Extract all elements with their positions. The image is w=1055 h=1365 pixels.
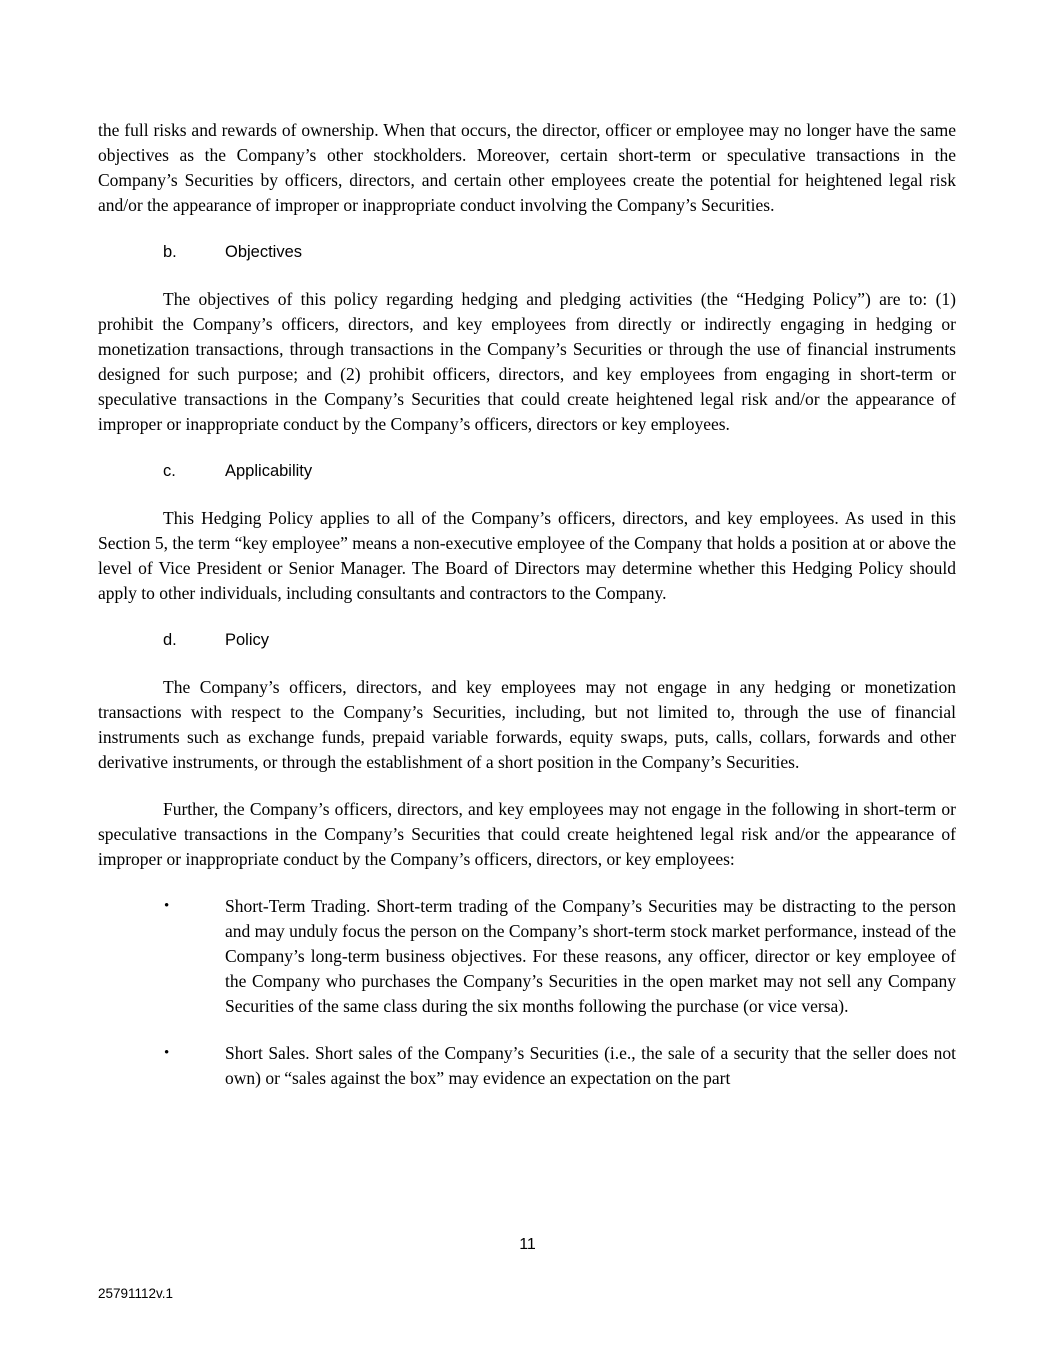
paragraph-policy-2: Further, the Company’s officers, directors, and key employees may not engage in the following in short-term or speculative transactions in the Company’s Securities that could create heightened legal risk and/or the appearance of improper or inappropriate conduct by the Company’s officers, directors, or key employees: <box>98 799 956 869</box>
list-item-short-sales <box>98 1041 956 1091</box>
section-label: b. <box>163 243 177 261</box>
document-id-footer: 25791112v.1 <box>98 1286 174 1301</box>
bullet-icon: • <box>164 898 170 914</box>
paragraph-objectives: The objectives of this policy regarding hedging and pledging activities (the “Hedging Policy”) are to: (1) prohibit the Company’s officers, directors, and key employees from directly or indirectly engaging in hedging or monetization transactions, through transactions in the Company’s Securities or through the use of financial instruments designed for such purpose; and (2) prohibit officers, directors, and key employees from engaging in short-term or speculative transactions in the Company’s Securities that could create heightened legal risk and/or the appearance of improper or inappropriate conduct by the Company’s officers, directors or key employees. <box>98 289 956 434</box>
section-label: d. <box>163 631 177 649</box>
paragraph-policy-1: The Company’s officers, directors, and key employees may not engage in any hedging or monetization transactions with respect to the Company’s Securities, including, but not limited to, through the use of financial instruments such as exchange funds, prepaid variable forwards, equity swaps, puts, calls, collars, forwards and other derivative instruments, or through the establishment of a short position in the Company’s Securities. <box>98 677 956 772</box>
section-title: Objectives <box>225 243 303 261</box>
page-number: 11 <box>519 1236 536 1253</box>
section-title: Applicability <box>225 462 313 480</box>
section-heading-policy <box>98 628 956 653</box>
paragraph-applicability: This Hedging Policy applies to all of the Company’s officers, directors, and key employees. As used in this Section 5, the term “key employee” means a non-executive employee of the Company that holds a position at or above the level of Vice President or Senior Manager. The Board of Directors may determine whether this Hedging Policy should apply to other individuals, including consultants and contractors to the Company. <box>98 508 956 603</box>
section-heading-applicability <box>98 459 956 484</box>
bullet-text: Short Sales. Short sales of the Company’s Securities (i.e., the sale of a security that the seller does not own) or “sales against the box” may evidence an expectation on the part <box>225 1043 956 1088</box>
section-heading-objectives <box>98 240 956 265</box>
list-item-short-term-trading <box>98 894 956 1019</box>
section-title: Policy <box>225 631 270 649</box>
section-label: c. <box>163 462 176 480</box>
bullet-icon: • <box>164 1045 170 1061</box>
bullet-text: Short-Term Trading. Short-term trading of the Company’s Securities may be distracting to the person and may unduly focus the person on the Company’s short-term stock market performance, instead of the Company’s long-term business objectives. For these reasons, any officer, director or key employee of the Company who purchases the Company’s Securities in the open market may not sell any Company Securities of the same class during the six months following the purchase (or vice versa). <box>225 896 956 1016</box>
paragraph-continuation: the full risks and rewards of ownership. When that occurs, the director, officer or employee may no longer have the same objectives as the Company’s other stockholders. Moreover, certain short-term or speculative transactions in the Company’s Securities by officers, directors, and certain other employees create the potential for heightened legal risk and/or the appearance of improper or inappropriate conduct involving the Company’s Securities. <box>98 120 956 215</box>
document-body <box>98 118 956 1113</box>
